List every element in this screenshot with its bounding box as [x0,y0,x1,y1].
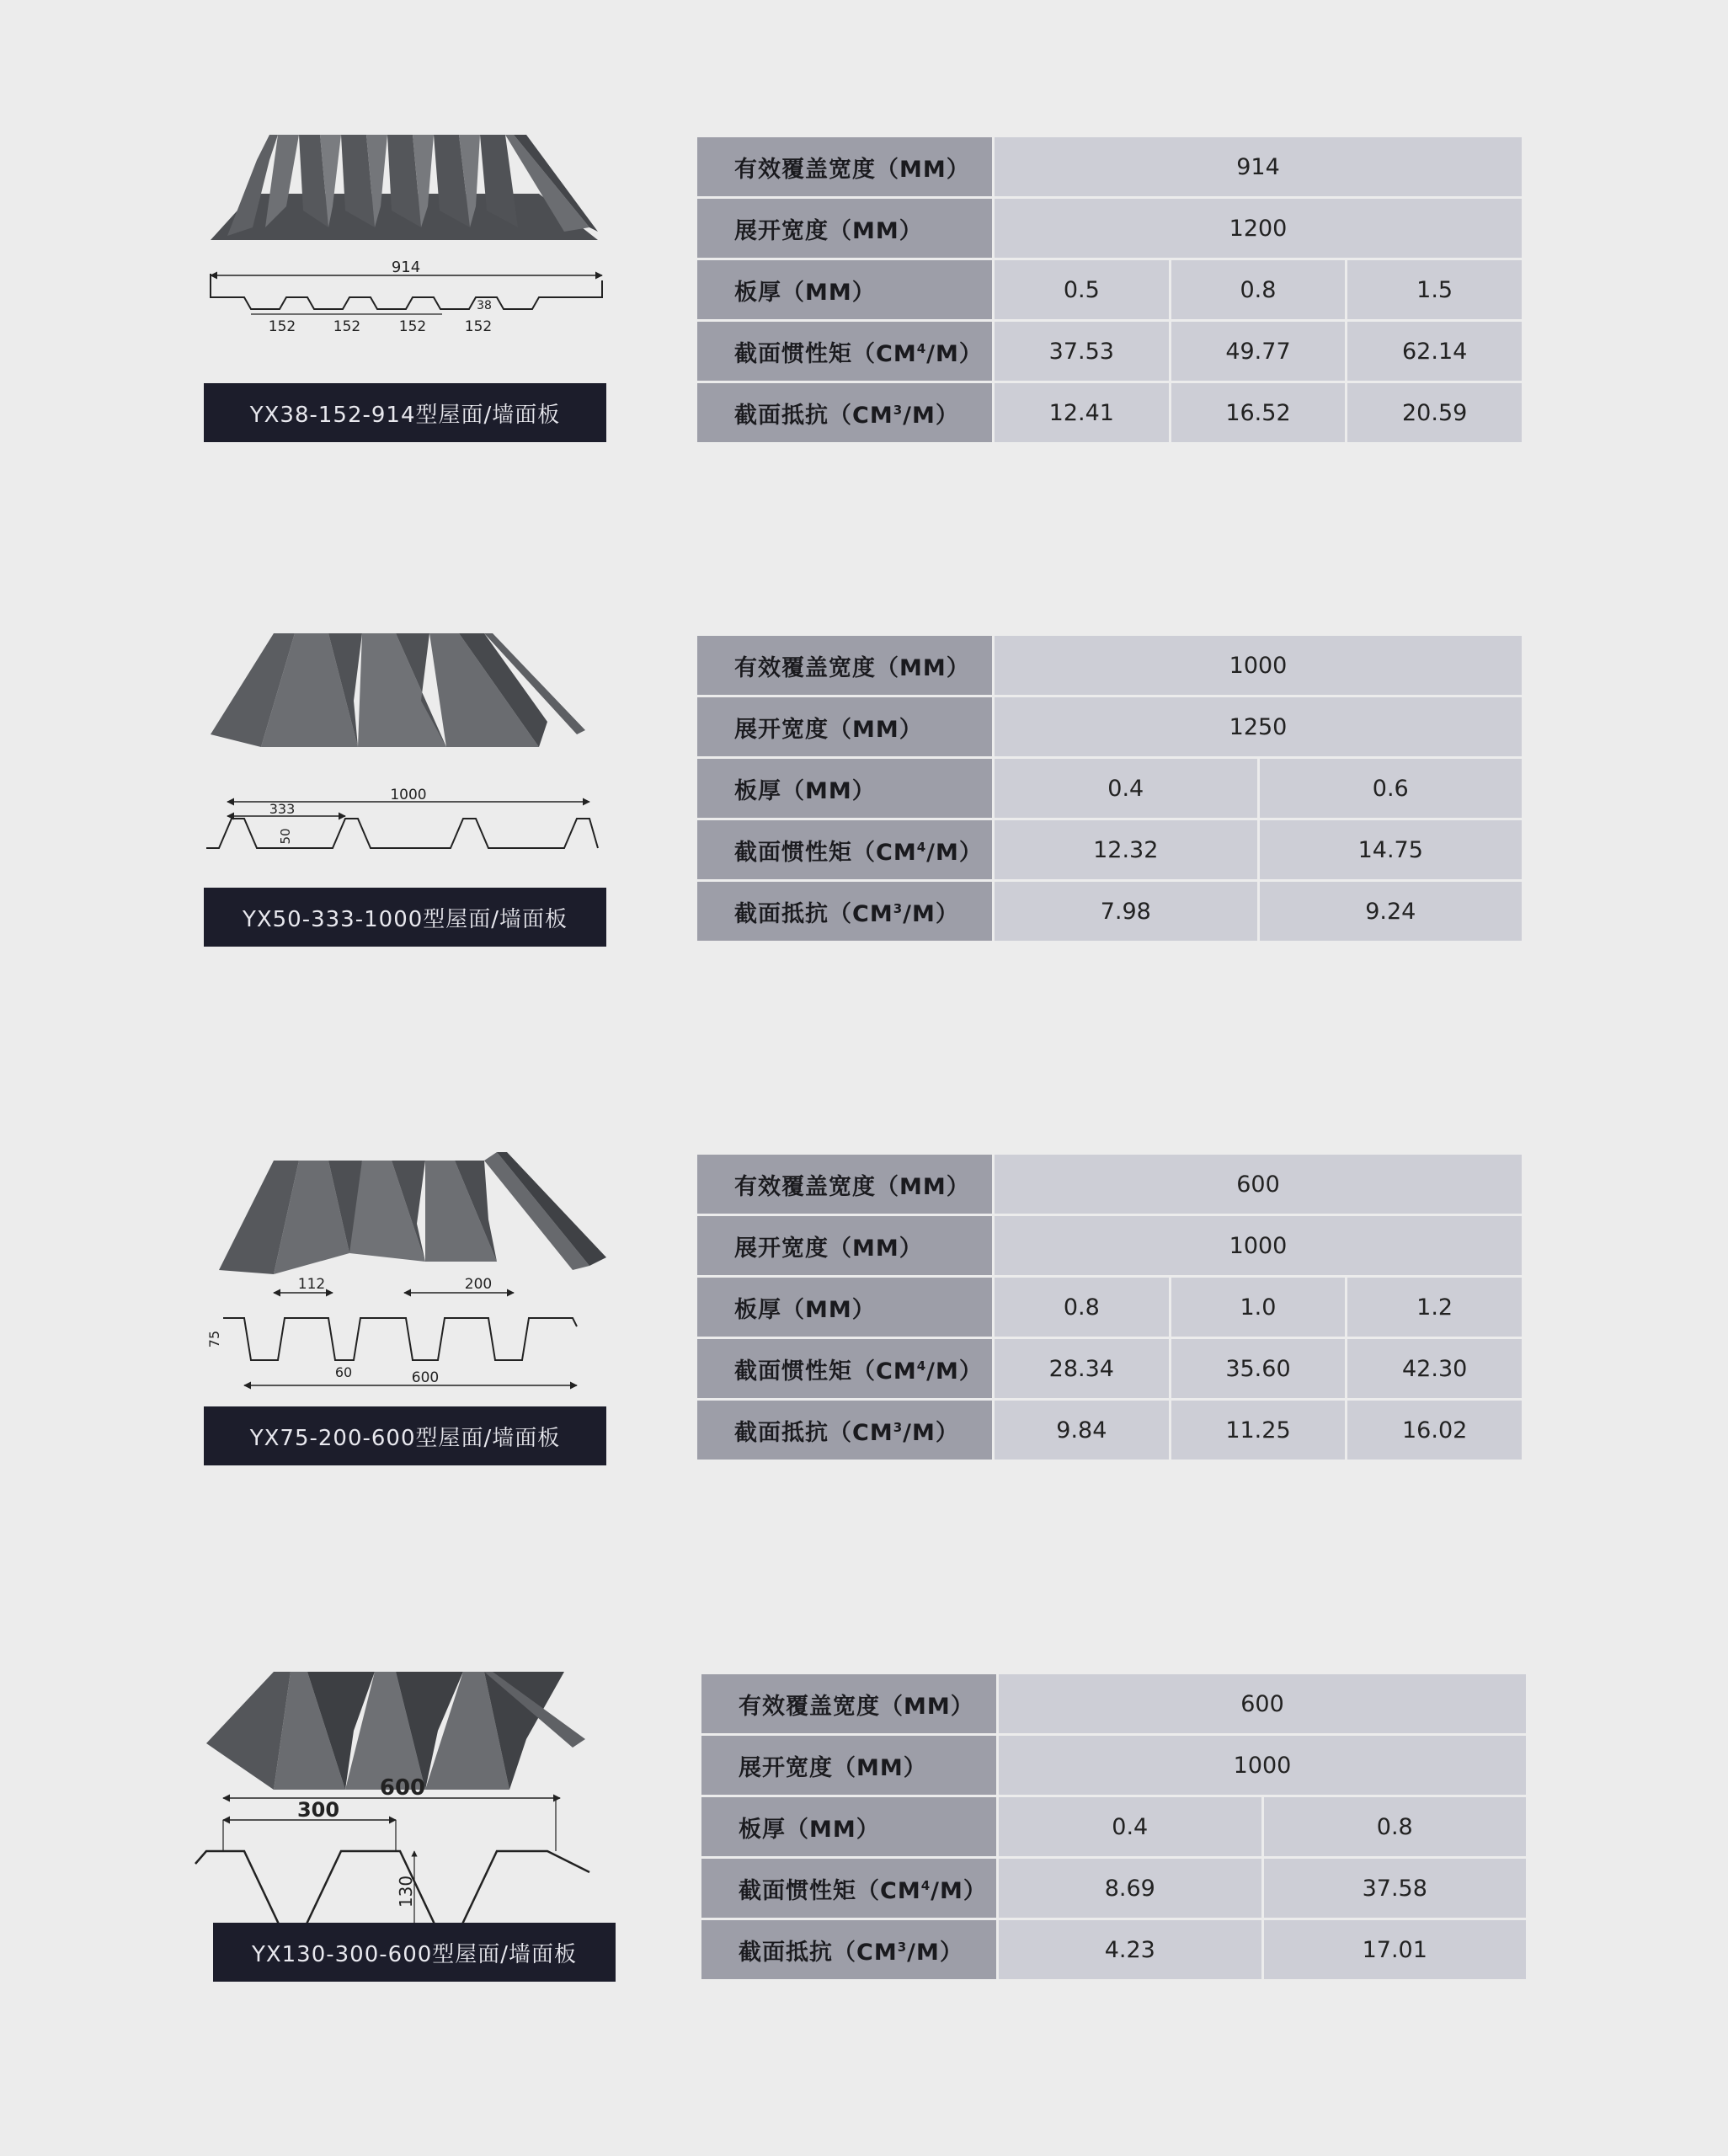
product-caption-text: YX130-300-600型屋面/墙面板 [251,1941,578,1967]
product-block-yx75 [0,1152,1728,1573]
cell-value: 35.60 [1171,1339,1346,1398]
cell-value: 20.59 [1347,383,1522,442]
label-text: 有效覆盖宽度（MM） [734,654,970,681]
label-text: /M） [926,839,983,866]
product-block-yx38 [0,135,1728,556]
label-text: 板厚（MM） [734,1296,876,1323]
label-text: 截面抵抗（CM [734,1419,893,1446]
dim-height: 75 [206,1330,222,1348]
label-sup: 4 [916,1358,927,1374]
row-label [697,322,992,381]
row-label [701,1674,996,1733]
product-caption-text: YX50-333-1000型屋面/墙面板 [242,906,568,932]
row-unfold-width [701,1736,1526,1795]
dim-pitch-3: 152 [398,318,427,335]
cell-value: 16.52 [1171,383,1346,442]
spec-table [699,1672,1528,1982]
cell-value: 1.0 [1171,1278,1346,1337]
label-text: 板厚（MM） [739,1816,880,1843]
row-cover-width [697,636,1522,695]
dim-pitch-4: 152 [464,318,493,335]
profile-drawing [194,1276,632,1394]
cell-value: 1250 [995,697,1522,756]
row-cover-width [697,137,1522,196]
cell-value: 12.32 [995,820,1257,879]
label-text: 展开宽度（MM） [739,1754,927,1781]
row-label [701,1859,996,1918]
label-text: 板厚（MM） [734,777,876,804]
label-text: 有效覆盖宽度（MM） [734,1173,970,1200]
dim-height: 50 [278,828,293,845]
label-text: 有效覆盖宽度（MM） [734,156,970,183]
row-label [697,820,992,879]
spec-table [695,633,1524,943]
dim-total: 600 [379,1775,426,1801]
label-sup: 4 [916,340,927,356]
label-text: /M） [926,340,983,367]
product-caption-text: YX75-200-600型屋面/墙面板 [249,1425,561,1451]
cell-value: 4.23 [999,1920,1261,1979]
label-text: /M） [926,1358,983,1385]
label-sup: 4 [920,1877,931,1893]
cell-value: 1000 [995,636,1522,695]
label-text: /M） [907,1939,963,1966]
row-inertia [697,322,1522,381]
label-sup: 3 [897,1939,908,1955]
product-block-yx50 [0,633,1728,1054]
row-inertia [701,1859,1526,1918]
dim-total: 600 [411,1369,440,1386]
cell-value: 0.6 [1260,759,1523,818]
row-resist [697,882,1522,941]
dim-bottom: 60 [334,1364,353,1380]
label-sup: 3 [893,402,904,418]
dim-pitch-2: 152 [333,318,361,335]
row-label [697,199,992,258]
cell-value: 1200 [995,199,1522,258]
row-thickness [697,260,1522,319]
profile-drawing [194,789,632,873]
cell-value: 28.34 [995,1339,1169,1398]
cell-value: 1.2 [1347,1278,1522,1337]
row-label [697,383,992,442]
label-text: 截面惯性矩（CM [734,340,917,367]
label-text: 板厚（MM） [734,279,876,306]
row-label [701,1736,996,1795]
cell-value: 16.02 [1347,1401,1522,1460]
cell-value: 0.5 [995,260,1169,319]
row-label [697,1155,992,1214]
dim-pitch: 200 [464,1276,493,1293]
row-thickness [697,1278,1522,1337]
dim-height: 130 [396,1875,416,1908]
dim-total: 1000 [390,787,427,803]
dim-pitch-1: 152 [268,318,296,335]
cell-value: 1000 [999,1736,1526,1795]
dim-pitch: 333 [269,801,296,817]
label-sup: 3 [893,1419,904,1435]
product-caption [204,1406,606,1465]
cell-value: 42.30 [1347,1339,1522,1398]
cell-value: 600 [995,1155,1522,1214]
row-unfold-width [697,1216,1522,1275]
row-cover-width [697,1155,1522,1214]
cell-value: 12.41 [995,383,1169,442]
profile-drawing [194,257,632,341]
cell-value: 0.8 [1171,260,1346,319]
row-label [697,697,992,756]
cell-value: 8.69 [999,1859,1261,1918]
row-label [701,1920,996,1979]
cell-value: 7.98 [995,882,1257,941]
cell-value: 49.77 [1171,322,1346,381]
label-text: 展开宽度（MM） [734,716,923,743]
cell-value: 9.24 [1260,882,1523,941]
label-text: /M） [931,1877,987,1904]
row-label [697,1216,992,1275]
row-label [697,759,992,818]
dim-total: 914 [391,259,421,276]
cell-value: 37.53 [995,322,1169,381]
cell-value: 1000 [995,1216,1522,1275]
dim-top: 112 [297,1276,326,1293]
row-resist [701,1920,1526,1979]
label-text: 展开宽度（MM） [734,217,923,244]
spec-table [695,135,1524,445]
row-label [697,1401,992,1460]
label-sup: 4 [916,839,927,855]
product-caption [213,1923,616,1982]
row-label [697,260,992,319]
row-resist [697,383,1522,442]
product-caption [204,383,606,442]
cell-value: 17.01 [1264,1920,1527,1979]
cell-value: 9.84 [995,1401,1169,1460]
cell-value: 37.58 [1264,1859,1527,1918]
cell-value: 11.25 [1171,1401,1346,1460]
row-inertia [697,1339,1522,1398]
label-text: 截面惯性矩（CM [739,1877,921,1904]
cell-value: 0.8 [995,1278,1169,1337]
cell-value: 1.5 [1347,260,1522,319]
dim-height: 38 [477,299,492,312]
label-text: /M） [903,900,959,927]
row-label [697,636,992,695]
row-thickness [701,1797,1526,1856]
row-label [697,137,992,196]
label-text: /M） [903,402,959,429]
row-label [697,882,992,941]
label-text: 截面惯性矩（CM [734,839,917,866]
cell-value: 600 [999,1674,1526,1733]
label-sup: 3 [893,900,904,916]
label-text: /M） [903,1419,959,1446]
row-inertia [697,820,1522,879]
row-label [697,1339,992,1398]
cell-value: 0.8 [1264,1797,1527,1856]
label-text: 截面惯性矩（CM [734,1358,917,1385]
dim-pitch: 300 [296,1798,340,1822]
row-label [697,1278,992,1337]
product-caption-text: YX38-152-914型屋面/墙面板 [249,402,561,428]
product-caption [204,888,606,947]
row-thickness [697,759,1522,818]
row-unfold-width [697,199,1522,258]
label-text: 截面抵抗（CM [739,1939,898,1966]
cell-value: 0.4 [999,1797,1261,1856]
cell-value: 62.14 [1347,322,1522,381]
row-resist [697,1401,1522,1460]
row-unfold-width [697,697,1522,756]
row-cover-width [701,1674,1526,1733]
row-label [701,1797,996,1856]
spec-table [695,1152,1524,1462]
label-text: 截面抵抗（CM [734,900,893,927]
product-block-yx130 [0,1672,1728,2093]
label-text: 展开宽度（MM） [734,1235,923,1262]
label-text: 截面抵抗（CM [734,402,893,429]
label-text: 有效覆盖宽度（MM） [739,1693,974,1720]
cell-value: 914 [995,137,1522,196]
cell-value: 14.75 [1260,820,1523,879]
cell-value: 0.4 [995,759,1257,818]
